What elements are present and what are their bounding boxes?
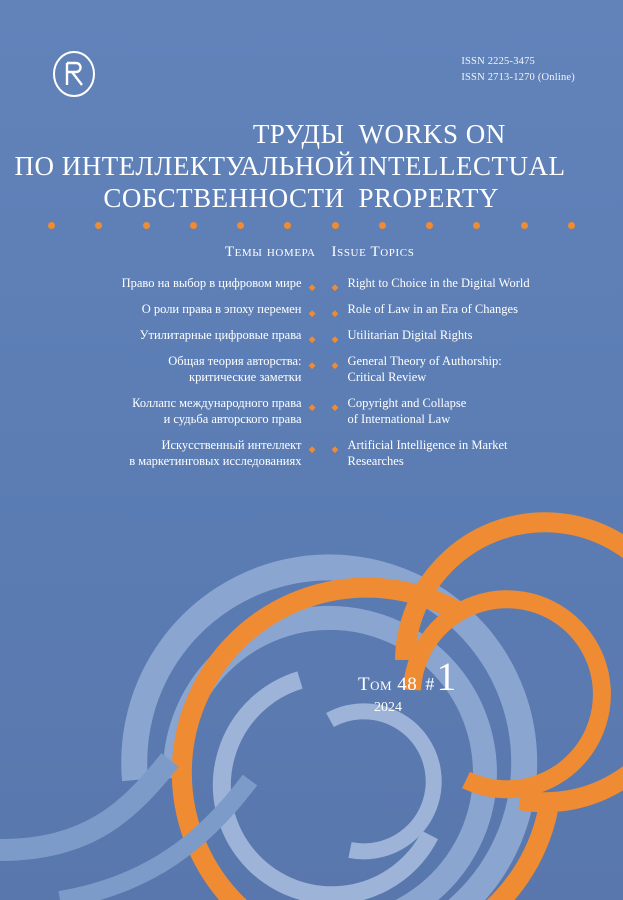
separator-dot bbox=[190, 222, 197, 229]
topic-item: ◆ Right to Choice in the Digital World bbox=[332, 275, 560, 291]
topic-item: ◆ Role of Law in an Era of Changes bbox=[332, 301, 560, 317]
separator-dot bbox=[379, 222, 386, 229]
diamond-bullet-icon: ◆ bbox=[308, 308, 316, 318]
diamond-bullet-icon: ◆ bbox=[331, 444, 339, 454]
topic-item: ◆ Искусственный интеллект в маркетинговых исследованиях bbox=[129, 438, 316, 468]
separator-dot bbox=[473, 222, 480, 229]
topic-item: ◆ Artificial Intelligence in Market Researches bbox=[331, 438, 508, 468]
volume-issue-block bbox=[358, 654, 457, 716]
topic-item: ◆ Copyright and Collapse of International Law bbox=[331, 396, 467, 426]
separator-dot bbox=[95, 222, 102, 229]
separator-dot bbox=[521, 222, 528, 229]
title-russian: ТРУДЫ ПО ИНТЕЛЛЕКТУАЛЬНОЙ СОБСТВЕННОСТИ bbox=[14, 119, 355, 213]
diamond-bullet-icon: ◆ bbox=[331, 282, 339, 292]
diamond-bullet-icon: ◆ bbox=[331, 308, 339, 318]
topic-item: ◆ О роли права в эпоху перемен bbox=[64, 301, 316, 317]
volume-row bbox=[358, 654, 457, 699]
separator-dot bbox=[332, 222, 339, 229]
diamond-bullet-icon: ◆ bbox=[331, 360, 339, 370]
diamond-bullet-icon: ◆ bbox=[331, 402, 339, 412]
topic-item: ◆ Коллапс международного права и судьба авторского права bbox=[132, 396, 316, 426]
diamond-bullet-icon: ◆ bbox=[308, 334, 316, 344]
diamond-bullet-icon: ◆ bbox=[308, 360, 316, 370]
topic-item: ◆ Право на выбор в цифровом мире bbox=[64, 275, 316, 291]
diamond-bullet-icon: ◆ bbox=[331, 334, 339, 344]
topic-item: ◆ Utilitarian Digital Rights bbox=[332, 327, 560, 343]
topics-section bbox=[0, 244, 623, 479]
title-block bbox=[0, 118, 623, 214]
title-english: WORKS ON INTELLECTUAL PROPERTY bbox=[358, 119, 566, 213]
topics-heading-en: Issue Topics bbox=[331, 244, 415, 260]
publication-year: 2024 bbox=[374, 700, 402, 715]
issue-hash: # bbox=[425, 674, 435, 694]
separator-dot bbox=[568, 222, 575, 229]
separator-dot bbox=[48, 222, 55, 229]
separator-dot bbox=[426, 222, 433, 229]
issn-print: ISSN 2225-3475 bbox=[461, 56, 535, 67]
separator-dot bbox=[237, 222, 244, 229]
issn-online: ISSN 2713-1270 (Online) bbox=[461, 72, 575, 83]
separator-dot bbox=[284, 222, 291, 229]
issue-number: 1 bbox=[436, 654, 457, 699]
diamond-bullet-icon: ◆ bbox=[308, 444, 316, 454]
issn-block bbox=[461, 54, 575, 86]
topics-heading-ru: Темы номера bbox=[224, 244, 316, 260]
dot-separator bbox=[48, 222, 575, 229]
diamond-bullet-icon: ◆ bbox=[308, 402, 316, 412]
volume-label: Том 48 bbox=[358, 674, 418, 695]
separator-dot bbox=[143, 222, 150, 229]
diamond-bullet-icon: ◆ bbox=[308, 282, 316, 292]
topic-item: ◆ Утилитарные цифровые права bbox=[64, 327, 316, 343]
journal-monogram-logo bbox=[50, 50, 98, 98]
topics-column-english bbox=[332, 244, 560, 479]
topics-column-russian bbox=[64, 244, 332, 479]
topic-item: ◆ General Theory of Authorship: Critical Review bbox=[331, 354, 502, 384]
topic-item: ◆ Общая теория авторства: критические заметки bbox=[168, 354, 316, 384]
